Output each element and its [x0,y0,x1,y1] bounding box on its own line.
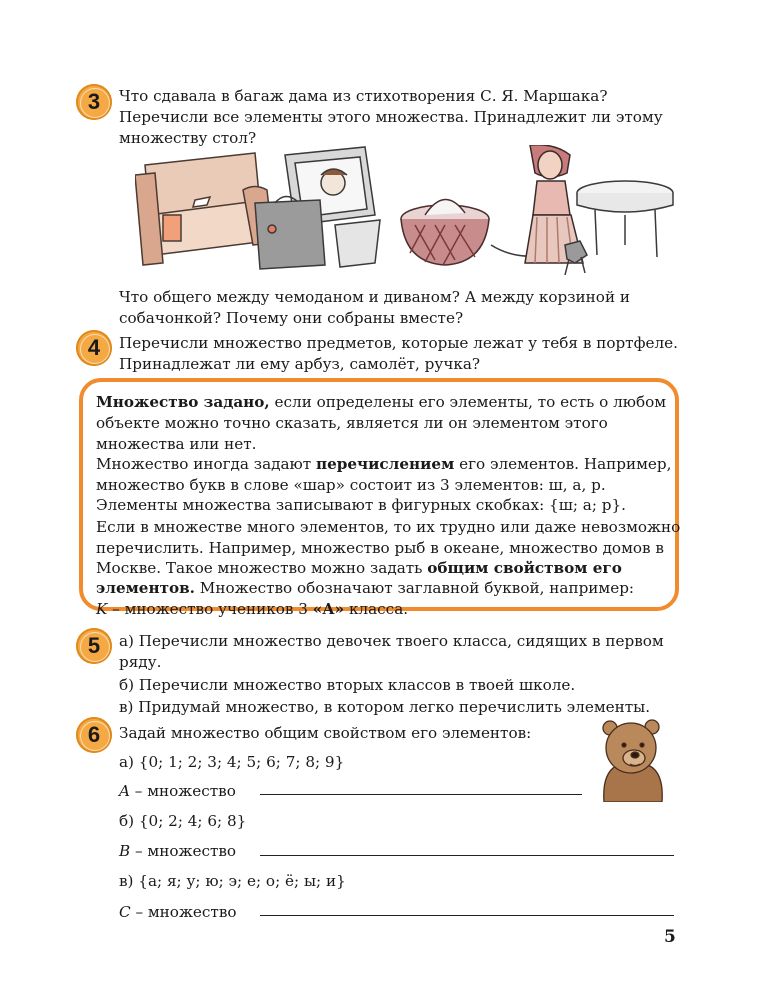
task3-question-line2: собачонкой? Почему они собраны вместе? [119,309,464,327]
task3-question-line1: Что общего между чемоданом и диваном? А между корзиной и [119,288,631,306]
task4-line1: Перечисли множество предметов, которые лежат у тебя в портфеле. [119,334,678,352]
task6-a-label [119,781,236,801]
task-number-badge: 6 [76,717,112,753]
bear-illustration [600,718,666,802]
rule-line [96,558,622,578]
task-number-badge: 4 [76,330,112,366]
rule-line: множество букв в слове «шар» состоит из 3 элементов: ш, а, р. [96,476,606,494]
answer-line-a[interactable] [260,794,582,795]
rule-term: перечислением [315,455,455,473]
rule-text: его элементов. Например, [454,455,672,473]
task4-line2: Принадлежат ли ему арбуз, самолёт, ручка? [119,355,481,373]
task3-line3: множеству стол? [119,129,257,147]
rule-line [96,454,671,474]
task5-c: в) Придумай множество, в котором легко перечислить элементы. [119,698,651,716]
luggage-illustration [135,145,675,280]
rule-text: Москве. Такое множество можно задать [96,559,428,577]
task-number-badge: 3 [76,84,112,120]
rule-line [96,392,666,412]
rule-line-p3-last [96,578,634,598]
answer-line-b[interactable] [260,855,674,856]
set-variable: K [96,600,108,618]
set-label: – множество [129,782,236,800]
rule-text: – множество учеников 3 [107,600,313,618]
rule-text: Множество иногда задают [96,455,316,473]
set-variable: C [119,903,131,921]
rule-line: множества или нет. [96,435,257,453]
task3-line1: Что сдавала в багаж дама из стихотворения С. Я. Маршака? [119,87,608,105]
set-variable: A [119,782,130,800]
rule-line: объекте можно точно сказать, является ли он элементом этого [96,414,608,432]
basket-illustration [401,199,545,265]
task6-intro: Задай множество общим свойством его элементов: [119,724,532,742]
table-illustration [577,181,673,257]
page-number: 5 [664,927,676,947]
task6-c-set: в) {а; я; у; ю; э; е; о; ё; ы; и} [119,872,346,890]
task6-a-set: а) {0; 1; 2; 3; 4; 5; 6; 7; 8; 9} [119,753,345,771]
rule-example-line [96,599,408,619]
rule-line: Если в множестве много элементов, то их трудно или даже невозможно [96,518,681,536]
rule-term: Множество задано, [96,393,270,411]
rule-line: Элементы множества записывают в фигурных скобках: {ш; а; р}. [96,496,626,514]
set-label: – множество [130,842,237,860]
task-number-badge: 5 [76,628,112,664]
set-label: – множество [130,903,237,921]
rule-text: класса. [344,600,409,618]
task5-a-line2: ряду. [119,653,162,671]
task5-b: б) Перечисли множество вторых классов в твоей школе. [119,676,576,694]
rule-term: «А» [312,600,345,618]
rule-text: если определены его элементы, то есть о любом [269,393,667,411]
task3-line2: Перечисли все элементы этого множества. Принадлежит ли этому [119,108,663,126]
task6-b-label [119,841,236,861]
task6-b-set: б) {0; 2; 4; 6; 8} [119,812,247,830]
sofa-illustration [135,153,275,265]
task6-c-label [119,902,237,922]
answer-line-c[interactable] [260,915,674,916]
set-variable: B [119,842,131,860]
suitcase-illustration [255,196,325,269]
rule-text: Множество обозначают заглавной буквой, например: [194,579,635,597]
task5-a-line1: а) Перечисли множество девочек твоего класса, сидящих в первом [119,632,664,650]
dog-illustration [565,241,587,275]
rule-term: элементов. [96,579,195,597]
rule-term: общим свойством его [427,559,622,577]
rule-line: перечислить. Например, множество рыб в океане, множество домов в [96,539,664,557]
